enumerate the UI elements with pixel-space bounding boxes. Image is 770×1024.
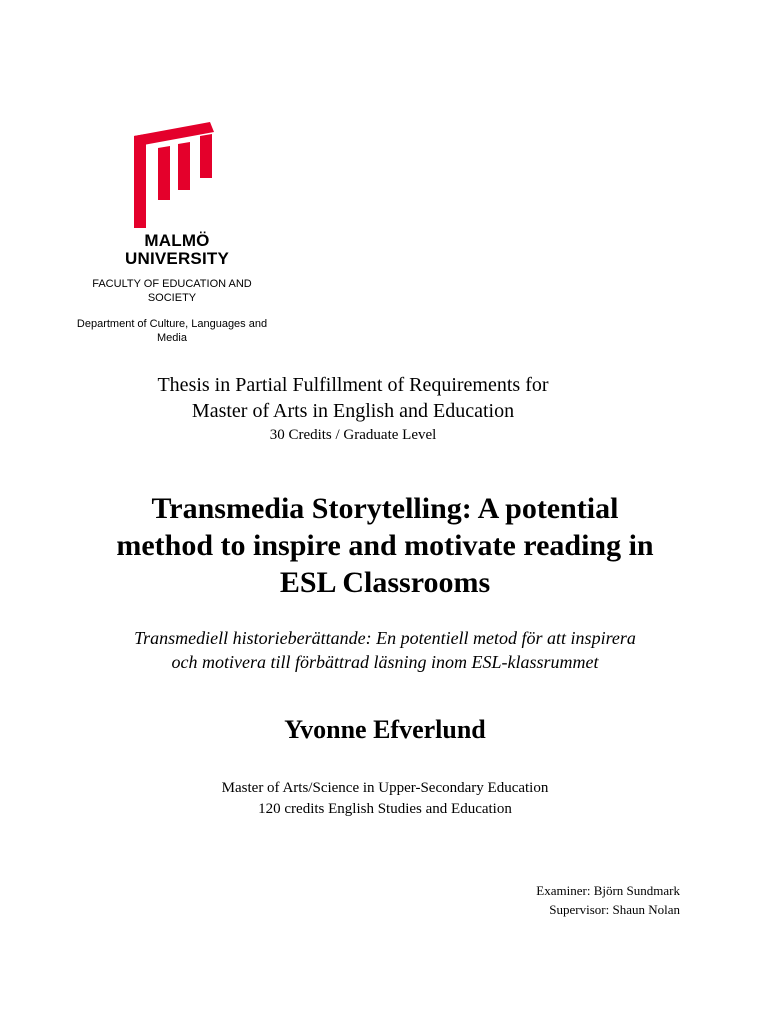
degree-program bbox=[0, 778, 770, 820]
title-line-1: Transmedia Storytelling: A potential bbox=[151, 492, 619, 525]
examiner-block bbox=[380, 881, 680, 919]
title-line-2: method to inspire and motivate reading in bbox=[116, 529, 654, 562]
subtitle-line-2: och motivera till förbättrad läsning inom ESL-klassrummet bbox=[171, 652, 599, 672]
thesis-line-1: Thesis in Partial Fulfillment of Requirements for bbox=[157, 374, 549, 396]
thesis-credits: 30 Credits / Graduate Level bbox=[269, 427, 437, 443]
faculty-line-1: FACULTY OF EDUCATION AND bbox=[92, 278, 252, 290]
faculty-name bbox=[72, 277, 272, 305]
author-name: Yvonne Efverlund bbox=[284, 715, 486, 744]
department-line-1: Department of Culture, Languages and bbox=[76, 318, 268, 330]
supervisor-name: Supervisor: Shaun Nolan bbox=[549, 902, 680, 917]
malmo-university-logo-icon bbox=[134, 122, 214, 228]
department-name bbox=[62, 317, 282, 345]
thesis-line-2: Master of Arts in English and Education bbox=[191, 400, 515, 422]
wordmark-line-1: MALMÖ bbox=[144, 231, 210, 250]
program-line-2: 120 credits English Studies and Education bbox=[258, 801, 512, 817]
logo-left-pillar bbox=[134, 134, 146, 228]
program-line-1: Master of Arts/Science in Upper-Secondary Education bbox=[221, 780, 549, 796]
swedish-subtitle bbox=[40, 626, 730, 674]
logo-middle-pillar-right bbox=[178, 142, 190, 190]
subtitle-line-1: Transmediell historieberättande: En potentiell metod för att inspirera bbox=[134, 628, 636, 648]
university-wordmark bbox=[112, 232, 242, 268]
title-line-3: ESL Classrooms bbox=[279, 566, 491, 599]
faculty-line-2: SOCIETY bbox=[147, 292, 197, 304]
thesis-description bbox=[0, 372, 706, 446]
logo-middle-pillar-left bbox=[158, 146, 170, 200]
department-line-2: Media bbox=[157, 332, 187, 344]
logo-right-pillar bbox=[200, 134, 212, 178]
wordmark-line-2: UNIVERSITY bbox=[124, 249, 230, 268]
examiner-name: Examiner: Björn Sundmark bbox=[536, 883, 680, 898]
thesis-title bbox=[40, 490, 730, 601]
